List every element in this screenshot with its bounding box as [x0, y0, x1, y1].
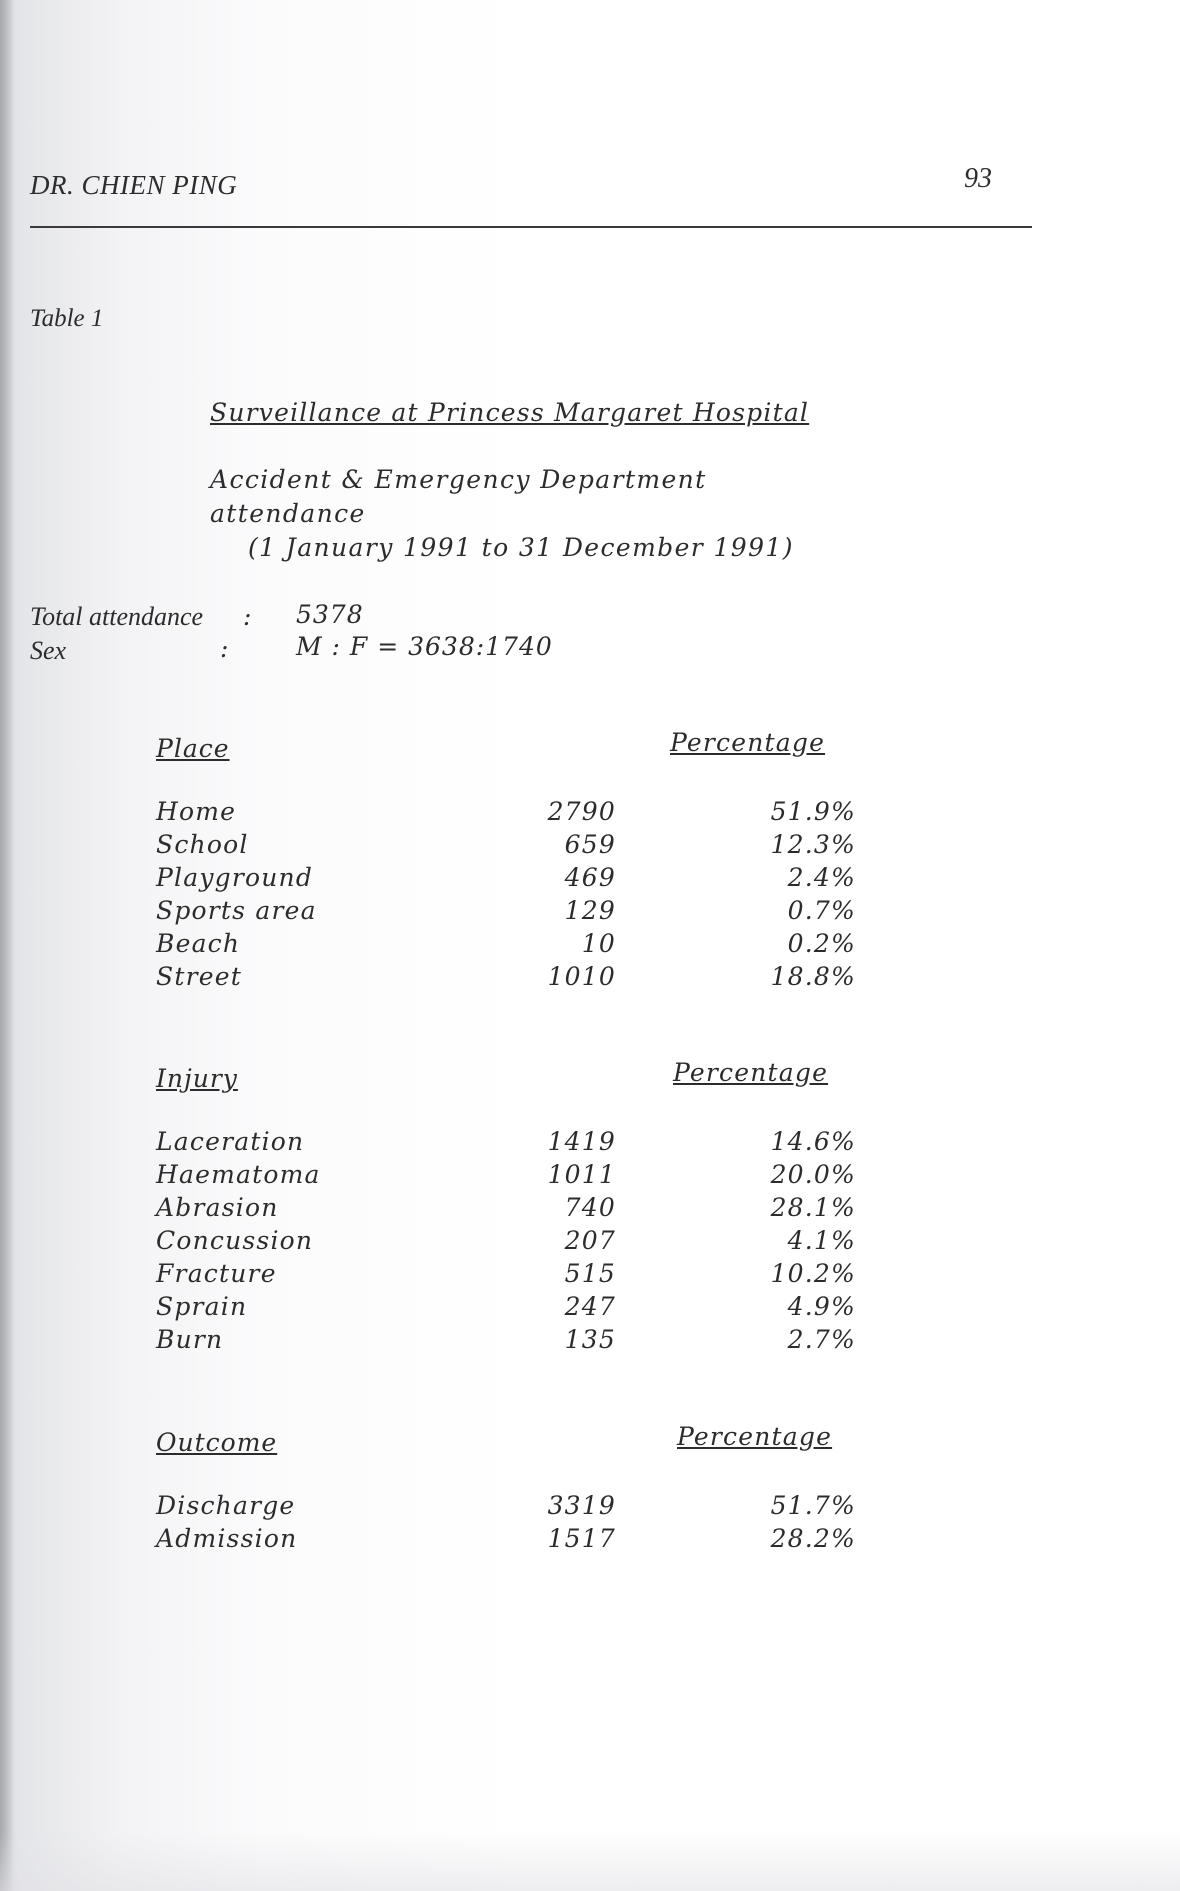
row-percentage: 10.2%: [770, 1259, 856, 1288]
row-label: Burn: [156, 1325, 224, 1354]
row-percentage: 28.1%: [770, 1193, 856, 1222]
place-row: [156, 863, 856, 896]
row-count: 469: [564, 863, 616, 892]
row-percentage: 4.9%: [787, 1292, 856, 1321]
row-label: Fracture: [156, 1259, 277, 1288]
place-row: [156, 797, 856, 830]
place-percentage-heading: Percentage: [670, 728, 826, 757]
row-percentage: 4.1%: [787, 1226, 856, 1255]
row-count: 1419: [547, 1127, 616, 1156]
place-row: [156, 962, 856, 995]
injury-row: [156, 1127, 856, 1160]
sex-colon: :: [220, 634, 229, 663]
injury-row: [156, 1193, 856, 1226]
row-percentage: 18.8%: [770, 962, 856, 991]
row-percentage: 0.7%: [787, 896, 856, 925]
row-label: Abrasion: [156, 1193, 279, 1222]
sex-ratio-value: M : F = 3638:1740: [296, 632, 553, 661]
row-percentage: 51.9%: [770, 797, 856, 826]
spine-shadow: [0, 0, 14, 1891]
running-header-author: DR. CHIEN PING: [30, 170, 238, 200]
sex-label: Sex: [30, 636, 67, 665]
row-label: Street: [156, 962, 242, 991]
row-percentage: 2.7%: [787, 1325, 856, 1354]
row-count: 515: [564, 1259, 616, 1288]
row-label: Haematoma: [156, 1160, 321, 1189]
injury-row: [156, 1325, 856, 1358]
row-label: Home: [156, 797, 237, 826]
row-percentage: 2.4%: [787, 863, 856, 892]
total-attendance-colon: :: [243, 602, 252, 631]
place-row: [156, 929, 856, 962]
row-label: Discharge: [156, 1491, 296, 1520]
row-percentage: 0.2%: [787, 929, 856, 958]
row-percentage: 28.2%: [770, 1524, 856, 1553]
injury-heading: Injury: [156, 1064, 238, 1093]
total-attendance-value: 5378: [296, 600, 364, 629]
outcome-percentage-heading: Percentage: [677, 1422, 833, 1451]
table-subtitle: [210, 463, 840, 565]
table-label: Table 1: [30, 305, 104, 332]
row-count: 659: [564, 830, 616, 859]
row-label: School: [156, 830, 249, 859]
row-count: 2790: [547, 797, 616, 826]
injury-row: [156, 1292, 856, 1325]
outcome-row: [156, 1524, 856, 1557]
row-count: 207: [564, 1226, 616, 1255]
outcome-row: [156, 1491, 856, 1524]
row-percentage: 14.6%: [770, 1127, 856, 1156]
outcome-heading: Outcome: [156, 1428, 278, 1457]
total-attendance-label: Total attendance: [30, 602, 204, 631]
subtitle-line-2: (1 January 1991 to 31 December 1991): [248, 533, 794, 562]
page-bottom-shadow: [0, 1831, 1180, 1891]
page-number: 93: [964, 163, 992, 194]
row-percentage: 12.3%: [770, 830, 856, 859]
header-rule: [30, 226, 1032, 228]
injury-row: [156, 1259, 856, 1292]
row-label: Sports area: [156, 896, 317, 925]
row-percentage: 20.0%: [770, 1160, 856, 1189]
row-count: 247: [564, 1292, 616, 1321]
row-count: 3319: [547, 1491, 616, 1520]
row-label: Concussion: [156, 1226, 314, 1255]
injury-row: [156, 1160, 856, 1193]
injury-percentage-heading: Percentage: [673, 1058, 829, 1087]
row-count: 1011: [547, 1160, 616, 1189]
row-label: Admission: [156, 1524, 298, 1553]
row-label: Laceration: [156, 1127, 305, 1156]
subtitle-line-1: Accident & Emergency Department attendance: [210, 465, 707, 528]
row-count: 1010: [547, 962, 616, 991]
injury-row: [156, 1226, 856, 1259]
place-row: [156, 896, 856, 929]
row-count: 135: [564, 1325, 616, 1354]
place-row: [156, 830, 856, 863]
place-heading: Place: [156, 734, 230, 763]
row-label: Playground: [156, 863, 314, 892]
row-label: Beach: [156, 929, 241, 958]
row-label: Sprain: [156, 1292, 248, 1321]
row-count: 10: [581, 929, 616, 958]
table-title: Surveillance at Princess Margaret Hospital: [210, 398, 810, 427]
row-count: 1517: [547, 1524, 616, 1553]
row-count: 129: [564, 896, 616, 925]
row-count: 740: [564, 1193, 616, 1222]
row-percentage: 51.7%: [770, 1491, 856, 1520]
